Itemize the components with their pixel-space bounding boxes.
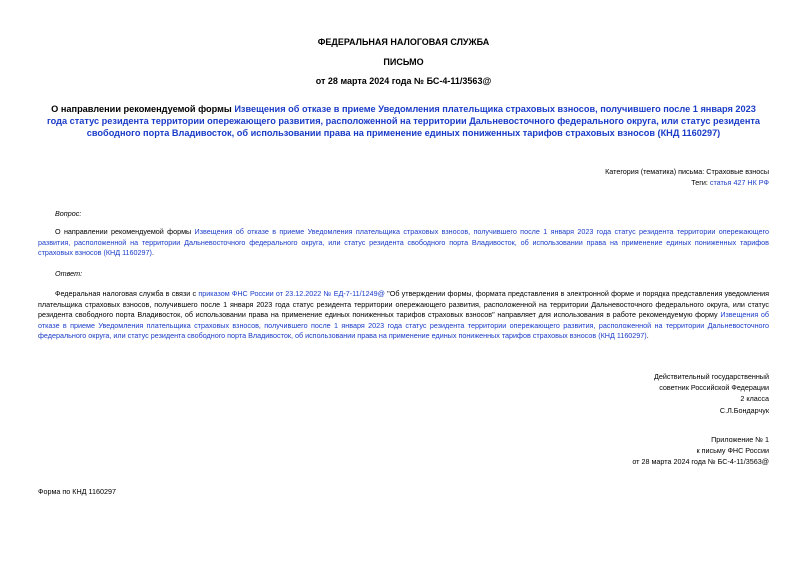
question-label: Вопрос:	[55, 209, 82, 218]
document-type: ПИСЬМО	[383, 57, 424, 67]
appendix-line-3: от 28 марта 2024 года № БС-4-11/3563@	[632, 457, 769, 467]
answer-label: Ответ:	[55, 269, 83, 278]
document-subject	[40, 103, 767, 139]
signature-line-2: советник Российской Федерации	[659, 383, 769, 393]
signature-line-1: Действительный государственный	[654, 372, 769, 381]
form-code-label: Форма по КНД 1160297	[38, 487, 116, 496]
signature-block	[654, 371, 769, 416]
letter-category: Категория (тематика) письма: Страховые взносы	[605, 167, 769, 176]
appendix-block	[632, 434, 769, 468]
form-link[interactable]: Извещения об отказе в приеме Уведомления плательщика страховых взносов, получившего после 1 января 2023 года статус резидента территории опережающего развития, расположенной на территории Дальневосточного федерального округа, или статус резидента свободного порта Владивосток, об использовании права на применение единых пониженных тарифов страховых взносов (КНД 1160297)	[38, 310, 770, 341]
agency-title: ФЕДЕРАЛЬНАЯ НАЛОГОВАЯ СЛУЖБА	[317, 37, 490, 47]
subject-prefix: О направлении рекомендуемой формы	[51, 104, 232, 114]
answer-paragraph	[38, 289, 769, 342]
order-link[interactable]: приказом ФНС России от 23.12.2022 № ЕД-7-11/1249@	[198, 289, 385, 298]
appendix-line-1: Приложение № 1	[711, 435, 769, 444]
appendix-line-2: к письму ФНС России	[696, 446, 769, 456]
question-link[interactable]: Извещения об отказе в приеме Уведомления плательщика страховых взносов, получившего после 1 января 2023 года статус резидента территории опережающего развития, расположенной на территории Дальневосточного федерального округа, или статус резидента свободного порта Владивосток, об использовании права на применение единых пониженных тарифов страховых взносов (КНД 1160297)	[38, 227, 770, 258]
question-prefix: О направлении рекомендуемой формы	[55, 227, 192, 236]
letter-tags	[691, 178, 769, 187]
document-date: от 28 марта 2024 года № БС-4-11/3563@	[315, 76, 492, 86]
question-paragraph	[38, 227, 769, 259]
subject-link[interactable]: Извещения об отказе в приеме Уведомления плательщика страховых взносов, получившего после 1 января 2023 года статус резидента территории опережающего развития, расположенной на территории Дальневосточного федерального округа, или статус резидента свободного порта Владивосток, об использовании права на применение единых пониженных тарифов страховых взносов (КНД 1160297)	[46, 104, 761, 138]
signature-name: С.Л.Бондарчук	[719, 405, 769, 415]
tag-link-article-427[interactable]: статья 427 НК РФ	[709, 178, 769, 187]
answer-text-1: Федеральная налоговая служба в связи с	[55, 289, 197, 298]
question-suffix: .	[151, 248, 154, 258]
signature-line-3: 2 класса	[740, 394, 769, 404]
tags-label: Теги:	[691, 178, 708, 187]
answer-text-3: .	[646, 331, 649, 341]
answer-text-2: "Об утверждении формы, формата представления в электронной форме и порядка представления уведомления плательщика страховых взносов, получившего после 1 января 2023 года статус резидента территории опережающего развития, расположенной на территории Дальневосточного федерального округа, или статус резидента свободного порта Владивосток, об использовании права на применение единых пониженных тарифов страховых взносов" направляет для использования в работе рекомендуемую форму	[38, 289, 769, 320]
